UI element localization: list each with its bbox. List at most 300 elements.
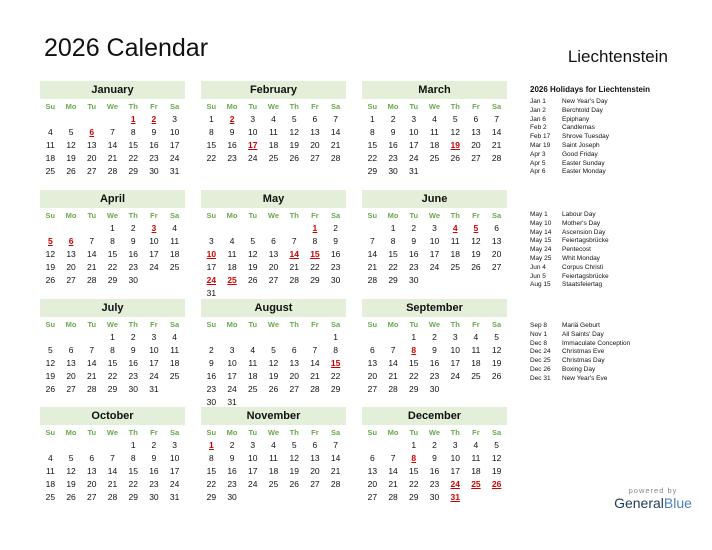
day-cell: 13 — [310, 453, 320, 463]
day-cell: 9 — [229, 127, 235, 137]
day-cell: 23 — [128, 371, 138, 381]
weekday-label: Fr — [150, 211, 158, 220]
day-cell: 28 — [330, 479, 341, 489]
day-cell: 19 — [248, 262, 258, 272]
weekday-label: Su — [206, 428, 217, 437]
weekday-label: Fr — [150, 428, 158, 437]
day-cell: 7 — [312, 345, 318, 355]
holiday-item — [530, 246, 609, 255]
day-cell: 19 — [66, 479, 76, 489]
weekday-label: Mo — [65, 320, 77, 329]
day-cell: 25 — [169, 371, 180, 381]
day-cell: 13 — [367, 358, 378, 368]
day-cell: 6 — [89, 453, 95, 463]
day-cell: 23 — [388, 153, 398, 163]
empty-cell — [222, 331, 243, 344]
holiday-name: Labour Day — [562, 211, 596, 218]
day-cell: 18 — [450, 249, 460, 259]
day-cell: 19 — [491, 358, 502, 368]
empty-cell — [201, 222, 222, 235]
holiday-item — [530, 116, 609, 125]
day-cell: 20 — [491, 249, 502, 259]
day-cell: 29 — [206, 492, 217, 502]
holiday-name: New Year's Day — [562, 98, 608, 105]
holiday-date: Dec 26 — [530, 365, 551, 373]
day-cell: 1 — [411, 332, 417, 342]
holiday-name: Mariä Geburt — [562, 322, 600, 329]
day-cell: 2 — [130, 223, 136, 233]
weekday-row — [201, 209, 346, 222]
holiday-name: Mother's Day — [562, 219, 601, 227]
day-cell: 28 — [107, 492, 118, 502]
day-cell: 28 — [87, 384, 97, 394]
weekday-label: Sa — [331, 102, 341, 111]
day-cell: 31 — [206, 288, 217, 298]
weekday-label: Fr — [311, 320, 319, 329]
day-cell: 4 — [473, 440, 479, 450]
day-cell: 6 — [68, 345, 74, 355]
day-cell: 11 — [170, 236, 180, 246]
day-cell: 16 — [227, 466, 237, 476]
day-cell: 5 — [68, 127, 74, 137]
holiday-day: 14 — [289, 249, 299, 259]
day-cell: 24 — [149, 371, 159, 381]
weekday-label: We — [106, 211, 119, 220]
day-cell: 4 — [473, 332, 479, 342]
weekday-label: Th — [128, 102, 138, 111]
day-cell: 18 — [169, 249, 180, 259]
day-cell: 21 — [289, 262, 299, 272]
day-cell: 4 — [172, 332, 177, 342]
holiday-name: Easter Sunday — [562, 159, 605, 167]
day-cell: 13 — [66, 249, 76, 259]
empty-cell — [362, 439, 383, 452]
day-cell: 4 — [47, 127, 53, 137]
weekday-label: Mo — [226, 428, 238, 437]
day-cell: 5 — [452, 114, 458, 124]
day-cell: 6 — [312, 114, 318, 124]
day-cell: 10 — [248, 453, 258, 463]
weekday-label: Th — [450, 428, 460, 437]
day-cell: 13 — [310, 127, 320, 137]
weekday-row — [40, 318, 185, 331]
month-september — [362, 299, 507, 396]
weekday-label: Mo — [226, 320, 238, 329]
day-cell: 16 — [330, 249, 341, 259]
days-grid — [362, 222, 507, 287]
day-cell: 17 — [248, 466, 258, 476]
holiday-item — [530, 366, 630, 375]
day-cell: 9 — [151, 127, 157, 137]
brand-name — [608, 495, 698, 511]
day-cell: 12 — [268, 358, 279, 368]
holiday-item — [530, 273, 609, 282]
days-grid — [40, 113, 185, 178]
day-cell: 29 — [409, 384, 419, 394]
day-cell: 24 — [248, 153, 258, 163]
holiday-name: Easter Monday — [562, 168, 606, 176]
day-cell: 27 — [87, 492, 97, 502]
weekday-label: Fr — [150, 320, 158, 329]
day-cell: 28 — [289, 275, 299, 285]
weekday-label: Fr — [150, 102, 158, 111]
day-cell: 3 — [172, 440, 177, 450]
holiday-item — [530, 375, 630, 384]
day-cell: 21 — [87, 371, 97, 381]
day-cell: 27 — [491, 262, 502, 272]
day-cell: 12 — [45, 249, 56, 259]
day-cell: 21 — [310, 371, 320, 381]
day-cell: 21 — [87, 262, 97, 272]
weekday-label: Fr — [311, 428, 319, 437]
holiday-day: 25 — [227, 275, 237, 285]
weekday-label: Sa — [492, 102, 502, 111]
weekday-label: We — [267, 428, 280, 437]
weekday-label: We — [428, 320, 441, 329]
weekday-label: Su — [45, 102, 56, 111]
weekday-label: Sa — [170, 211, 180, 220]
holiday-name: Christmas Day — [562, 357, 605, 365]
holiday-date: Jan 2 — [530, 106, 546, 114]
empty-cell — [81, 113, 102, 126]
day-cell: 11 — [45, 466, 55, 476]
day-cell: 18 — [45, 479, 56, 489]
holiday-date: Jan 1 — [530, 98, 546, 105]
day-cell: 22 — [128, 479, 138, 489]
month-header: May — [201, 190, 346, 208]
holiday-day: 6 — [89, 127, 95, 137]
weekday-label: Mo — [65, 428, 77, 437]
holiday-item — [530, 124, 609, 133]
holiday-item — [530, 107, 609, 116]
day-cell: 21 — [330, 466, 341, 476]
day-cell: 22 — [206, 153, 217, 163]
day-cell: 18 — [471, 358, 481, 368]
holiday-day: 26 — [491, 479, 502, 489]
holiday-day: 3 — [151, 223, 157, 233]
empty-cell — [61, 439, 82, 452]
brand-logo — [608, 486, 698, 511]
day-cell: 28 — [388, 384, 398, 394]
weekday-label: Mo — [387, 428, 399, 437]
day-cell: 7 — [333, 440, 338, 450]
day-cell: 24 — [227, 384, 237, 394]
day-cell: 16 — [149, 466, 159, 476]
month-january — [40, 81, 185, 178]
day-cell: 29 — [107, 275, 118, 285]
empty-cell — [61, 331, 82, 344]
weekday-label: Tu — [409, 102, 419, 111]
weekday-label: Sa — [331, 428, 341, 437]
weekday-row — [201, 426, 346, 439]
day-cell: 18 — [268, 140, 279, 150]
holiday-item — [530, 142, 609, 151]
day-cell: 22 — [206, 479, 217, 489]
holiday-date: May 1 — [530, 211, 548, 218]
day-cell: 30 — [429, 492, 440, 502]
weekday-label: Th — [289, 428, 299, 437]
holiday-date: Jun 4 — [530, 263, 546, 271]
day-cell: 22 — [107, 371, 118, 381]
holiday-date: May 15 — [530, 237, 552, 245]
day-cell: 2 — [432, 332, 437, 342]
brand-name-part2: Blue — [663, 495, 692, 511]
day-cell: 7 — [89, 345, 95, 355]
day-cell: 4 — [172, 223, 177, 233]
weekday-label: Th — [450, 211, 460, 220]
month-june — [362, 190, 507, 287]
days-grid — [201, 113, 346, 165]
empty-cell — [242, 222, 263, 235]
month-february — [201, 81, 346, 165]
holiday-name: Epiphany — [562, 115, 590, 123]
day-cell: 25 — [45, 166, 56, 176]
day-cell: 14 — [388, 466, 398, 476]
day-cell: 4 — [47, 453, 53, 463]
day-cell: 2 — [130, 332, 136, 342]
day-cell: 8 — [208, 453, 214, 463]
holiday-date: Feb 17 — [530, 133, 551, 141]
day-cell: 23 — [330, 262, 341, 272]
weekday-label: Sa — [492, 428, 502, 437]
day-cell: 17 — [169, 466, 180, 476]
holiday-date: Apr 6 — [530, 168, 546, 176]
day-cell: 23 — [149, 479, 159, 489]
day-cell: 18 — [268, 466, 279, 476]
day-cell: 25 — [248, 384, 258, 394]
weekday-row — [40, 209, 185, 222]
day-cell: 11 — [227, 249, 237, 259]
holiday-day: 2 — [151, 114, 157, 124]
day-cell: 9 — [390, 127, 396, 137]
day-cell: 23 — [128, 262, 138, 272]
day-cell: 11 — [248, 358, 258, 368]
holiday-date: May 25 — [530, 254, 552, 262]
day-cell: 27 — [66, 384, 76, 394]
day-cell: 25 — [169, 262, 180, 272]
day-cell: 22 — [388, 262, 398, 272]
day-cell: 5 — [291, 440, 297, 450]
holiday-date: Dec 8 — [530, 339, 547, 347]
day-cell: 14 — [87, 249, 97, 259]
month-header: August — [201, 299, 346, 317]
weekday-row — [362, 426, 507, 439]
day-cell: 28 — [491, 153, 502, 163]
day-cell: 30 — [149, 166, 159, 176]
empty-cell — [40, 113, 61, 126]
day-cell: 10 — [409, 127, 419, 137]
day-cell: 14 — [330, 453, 341, 463]
day-cell: 15 — [388, 249, 398, 259]
holiday-day: 17 — [248, 140, 258, 150]
weekday-label: Th — [289, 102, 299, 111]
day-cell: 7 — [494, 114, 499, 124]
empty-cell — [81, 439, 102, 452]
holiday-list — [530, 98, 609, 177]
holiday-item — [530, 220, 609, 229]
weekday-label: We — [267, 211, 280, 220]
day-cell: 12 — [491, 453, 502, 463]
day-cell: 30 — [128, 384, 138, 394]
holiday-item — [530, 229, 609, 238]
empty-cell — [263, 331, 284, 344]
holiday-date: Apr 3 — [530, 150, 546, 158]
empty-cell — [40, 222, 61, 235]
day-cell: 25 — [429, 153, 440, 163]
empty-cell — [81, 331, 102, 344]
weekday-label: Th — [289, 320, 299, 329]
day-cell: 2 — [229, 440, 235, 450]
day-cell: 19 — [66, 153, 76, 163]
month-header: January — [40, 81, 185, 99]
day-cell: 20 — [471, 140, 481, 150]
day-cell: 10 — [169, 453, 180, 463]
day-cell: 6 — [369, 453, 375, 463]
day-cell: 4 — [271, 114, 276, 124]
days-grid — [201, 439, 346, 504]
weekday-label: Tu — [248, 102, 258, 111]
weekday-label: Sa — [170, 102, 180, 111]
day-cell: 7 — [110, 453, 115, 463]
month-july — [40, 299, 185, 396]
day-cell: 16 — [149, 140, 159, 150]
day-cell: 6 — [473, 114, 479, 124]
day-cell: 4 — [250, 345, 256, 355]
holiday-date: Sep 8 — [530, 322, 547, 329]
holiday-day: 8 — [411, 345, 417, 355]
day-cell: 30 — [206, 397, 217, 407]
day-cell: 20 — [310, 466, 320, 476]
empty-cell — [61, 113, 82, 126]
day-cell: 18 — [471, 466, 481, 476]
day-cell: 27 — [66, 275, 76, 285]
holiday-name: New Year's Eve — [562, 374, 608, 382]
weekday-label: Tu — [409, 320, 419, 329]
weekday-label: Mo — [387, 102, 399, 111]
day-cell: 1 — [411, 440, 417, 450]
day-cell: 26 — [248, 275, 258, 285]
month-november — [201, 407, 346, 504]
weekday-label: Tu — [87, 428, 97, 437]
month-header: March — [362, 81, 507, 99]
day-cell: 4 — [271, 440, 276, 450]
day-cell: 14 — [310, 358, 320, 368]
day-cell: 23 — [409, 262, 419, 272]
day-cell: 23 — [149, 153, 159, 163]
day-cell: 20 — [289, 371, 299, 381]
holiday-item — [530, 98, 609, 107]
day-cell: 2 — [151, 440, 157, 450]
day-cell: 13 — [491, 236, 502, 246]
day-cell: 2 — [333, 223, 338, 233]
weekday-label: Th — [450, 102, 460, 111]
day-cell: 13 — [471, 127, 481, 137]
day-cell: 17 — [450, 358, 460, 368]
weekday-row — [362, 318, 507, 331]
day-cell: 29 — [330, 384, 341, 394]
weekday-label: Tu — [87, 211, 97, 220]
day-cell: 5 — [47, 345, 53, 355]
weekday-label: Mo — [226, 211, 238, 220]
weekday-label: Fr — [472, 320, 480, 329]
month-march — [362, 81, 507, 178]
weekday-label: Tu — [87, 320, 97, 329]
day-cell: 3 — [452, 440, 458, 450]
day-cell: 29 — [367, 166, 378, 176]
empty-cell — [362, 222, 383, 235]
day-cell: 11 — [471, 453, 481, 463]
day-cell: 3 — [452, 332, 458, 342]
day-cell: 14 — [87, 358, 97, 368]
day-cell: 1 — [110, 332, 115, 342]
day-cell: 1 — [130, 440, 136, 450]
weekday-row — [201, 100, 346, 113]
day-cell: 23 — [429, 479, 440, 489]
holiday-name: Candlemas — [562, 124, 595, 132]
day-cell: 11 — [170, 345, 180, 355]
day-cell: 19 — [491, 466, 502, 476]
day-cell: 30 — [330, 275, 341, 285]
day-cell: 3 — [151, 332, 157, 342]
weekday-label: Sa — [492, 211, 502, 220]
month-header: February — [201, 81, 346, 99]
empty-cell — [383, 331, 404, 344]
weekday-label: Th — [128, 211, 138, 220]
weekday-label: Th — [450, 320, 460, 329]
weekday-label: Mo — [387, 320, 399, 329]
holiday-name: Berchtold Day — [562, 106, 603, 114]
weekday-label: Su — [206, 102, 217, 111]
holiday-date: Feb 2 — [530, 124, 547, 132]
day-cell: 9 — [130, 345, 136, 355]
day-cell: 29 — [409, 492, 419, 502]
empty-cell — [383, 439, 404, 452]
day-cell: 26 — [268, 384, 279, 394]
day-cell: 8 — [312, 236, 318, 246]
holiday-name: Good Friday — [562, 150, 598, 158]
holiday-name: Ascension Day — [562, 228, 606, 236]
day-cell: 1 — [369, 114, 375, 124]
holiday-item — [530, 264, 609, 273]
weekday-label: Sa — [170, 428, 180, 437]
day-cell: 13 — [289, 358, 299, 368]
weekday-label: Mo — [387, 211, 399, 220]
holiday-item — [530, 281, 609, 290]
day-cell: 15 — [206, 466, 217, 476]
holiday-name: Christmas Eve — [562, 348, 605, 356]
holiday-day: 8 — [411, 453, 417, 463]
holiday-day: 1 — [208, 440, 214, 450]
day-cell: 7 — [291, 236, 297, 246]
day-cell: 31 — [409, 166, 419, 176]
day-cell: 16 — [429, 466, 440, 476]
holiday-item — [530, 255, 609, 264]
month-header: October — [40, 407, 185, 425]
day-cell: 14 — [107, 140, 118, 150]
holiday-day: 15 — [330, 358, 341, 368]
day-cell: 10 — [429, 236, 440, 246]
day-cell: 9 — [151, 453, 157, 463]
weekday-label: Sa — [492, 320, 502, 329]
month-october — [40, 407, 185, 504]
day-cell: 8 — [390, 236, 396, 246]
days-grid — [40, 222, 185, 287]
powered-by-text: powered by — [628, 486, 678, 495]
day-cell: 19 — [289, 140, 299, 150]
holiday-day: 1 — [130, 114, 136, 124]
empty-cell — [362, 331, 383, 344]
day-cell: 11 — [269, 453, 278, 463]
